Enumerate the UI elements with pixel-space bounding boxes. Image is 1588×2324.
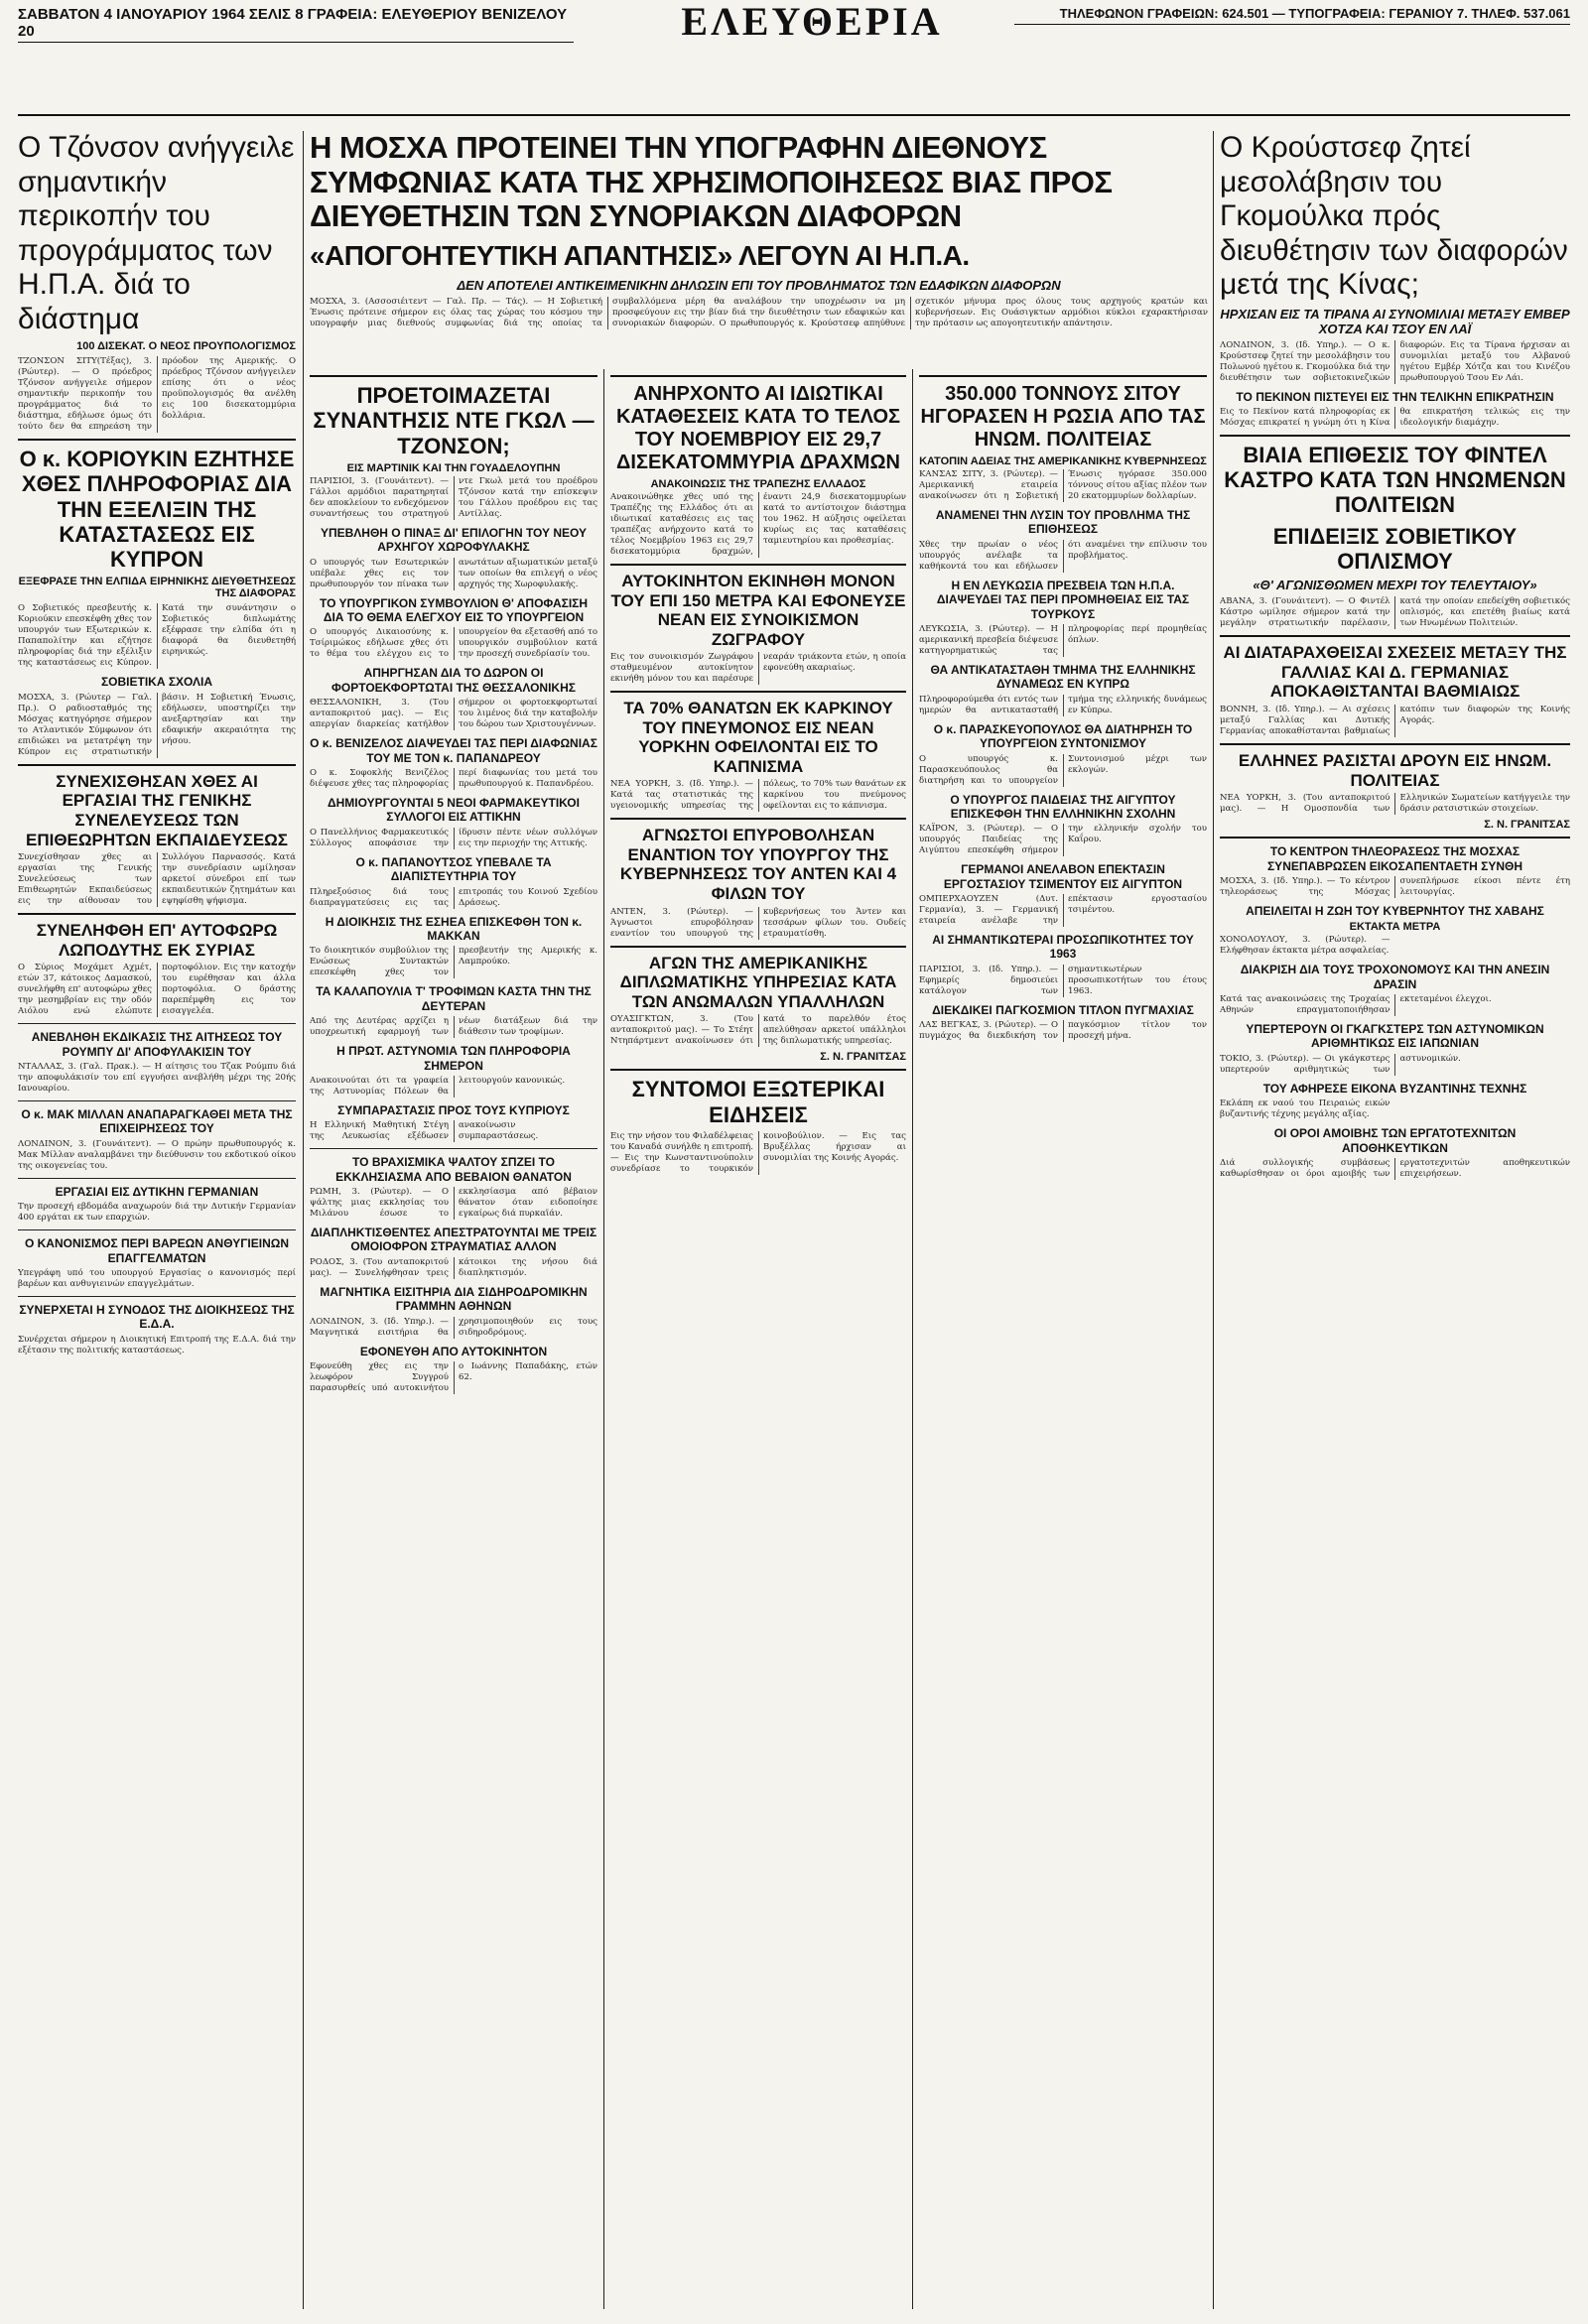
divider bbox=[18, 1023, 296, 1024]
divider bbox=[18, 764, 296, 766]
headline-france-germany: ΑΙ ΔΙΑΤΑΡΑΧΘΕΙΣΑΙ ΣΧΕΣΕΙΣ ΜΕΤΑΞΥ ΤΗΣ ΓΑΛΛΙΑΣ ΚΑΙ Δ. ΓΕΡΜΑΝΙΑΣ ΑΠΟΚΑΘΙΣΤΑΝΤΑΙ ΒΑΘΜΙΑΙΩΣ bbox=[1223, 643, 1567, 702]
divider bbox=[1220, 435, 1570, 437]
headline-rhodes: ΔΙΑΠΛΗΚΤΙΣΘΕΝΤΕΣ ΑΠΕΣΤΡΑΤΟΥΝΤΑΙ ΜΕ ΤΡΕΙΣ ΟΜΟΙΟΦΡΟΝ ΣΤΡΑΥΜΑΤΙΑΣ ΑΛΛΟΝ bbox=[310, 1226, 597, 1254]
article-expects-body: Χθες την πρωίαν ο νέος υπουργός ανέλαβε τα καθήκοντά του και εδήλωσεν ότι αναμένει την επίλυσιν του προβλήματος. bbox=[919, 539, 1207, 572]
deck-khrushchev: ΗΡΧΙΣΑΝ ΕΙΣ ΤΑ ΤΙΡΑΝΑ ΑΙ ΣΥΝΟΜΙΛΙΑΙ ΜΕΤΑΞΥ ΕΜΒΕΡ ΧΟΤΖΑ ΚΑΙ ΤΣΟΥ ΕΝ ΛΑΪ bbox=[1220, 306, 1570, 336]
columns bbox=[18, 131, 1570, 2309]
divider bbox=[1220, 743, 1570, 745]
article-aden-body: ΑΝΤΕΝ, 3. (Ρώυτερ). — Άγνωστοι επυροβόλησαν εναντίον του υπουργού της κυβερνήσεως του Άντεν και τεσσάρων φίλων του. Ουδείς ετραυματίσθη. bbox=[610, 906, 906, 939]
headline-diplomats: ΑΓΩΝ ΤΗΣ ΑΜΕΡΙΚΑΝΙΚΗΣ ΔΙΠΛΩΜΑΤΙΚΗΣ ΥΠΗΡΕΣΙΑΣ ΚΑΤΑ ΤΩΝ ΑΝΩΜΑΛΩΝ ΥΠΑΛΛΗΛΩΝ bbox=[619, 953, 897, 1011]
article-cabinet-body: Ο υπουργός Δικαιοσύνης κ. Τσίριμώκος εδήλωσε χθες ότι το θέμα του ελέγχου εις το υπουργείον θα εξετασθή από το υπουργικόν συμβούλιον κατά την προσεχή συνεδρίασίν του. bbox=[310, 627, 597, 660]
article-paraskevopoulos-body: Ο υπουργός κ. Παρασκευόπουλος θα διατηρήση και το υπουργείον Συντονισμού μέχρι των εκλογών. bbox=[919, 753, 1207, 786]
banner-moscow bbox=[310, 131, 1208, 359]
article-koriukin-body: Ο Σοβιετικός πρεσβευτής κ. Κοριούκιν επεσκέφθη χθες τον υπουργόν των Εξωτερικών κ. Παπαπολίτην και εζήτησε πληροφορίας διά την εξέλιξιν της καταστάσεως εις Κύπρον. Κατά την συνάντησιν ο Σοβιετικός διπλωμάτης εξέφρασε την ελπίδα ότι η διαφορά θα διευθετηθή ειρηνικώς. bbox=[18, 603, 296, 669]
headline-workers: ΕΡΓΑΣΙΑΙ ΕΙΣ ΔΥΤΙΚΗΝ ΓΕΡΜΑΝΙΑΝ bbox=[55, 1184, 259, 1199]
article-wheat-body: ΚΑΝΣΑΣ ΣΙΤΥ, 3. (Ρώυτερ). — Αμερικανική εταιρεία ανακοίνωσεν ότι η Σοβιετική Ένωσις ηγόρασε 350.000 τόννους σίτου αξίας πλέον των 20 εκατομμυρίων δολλαρίων. bbox=[919, 469, 1207, 501]
headline-venizelos: Ο κ. ΒΕΝΙΖΕΛΟΣ ΔΙΑΨΕΥΔΕΙ ΤΑΣ ΠΕΡΙ ΔΙΑΦΩΝΙΑΣ ΤΟΥ ΜΕ ΤΟΝ κ. ΠΑΠΑΝΔΡΕΟΥ bbox=[310, 736, 597, 765]
headline-killed: ΕΦΟΝΕΥΘΗ ΑΠΟ ΑΥΤΟΚΙΝΗΤΟΝ bbox=[359, 1344, 548, 1358]
article-personalities-body: ΠΑΡΙΣΙΟΙ, 3. (Ιδ. Υπηρ.). — Εφημερίς δημοσιεύει κατάλογον των σημαντικωτέρων προσωπικοτήτων του έτους 1963. bbox=[919, 964, 1207, 996]
article-regulation-body: Υπεγράφη υπό του υπουργού Εργασίας ο κανονισμός περί βαρέων και ανθυγιεινών επαγγελμάτων. bbox=[18, 1267, 296, 1289]
headline-police: Η ΠΡΩΤ. ΑΣΤΥΝΟΜΙΑ ΤΩΝ ΠΛΗΡΟΦΟΡΙΑ ΣΗΜΕΡΟΝ bbox=[336, 1044, 571, 1073]
headline-expects: ΑΝΑΜΕΝΕΙ ΤΗΝ ΛΥΣΙΝ ΤΟΥ ΠΡΟΒΛΗΜΑ ΤΗΣ ΕΠΙΘΗΣΕΩΣ bbox=[935, 508, 1191, 537]
column-3 bbox=[610, 369, 906, 2309]
divider bbox=[610, 818, 906, 820]
article-ruby-body: ΝΤΑΛΛΑΣ, 3. (Γαλ. Πρακ.). — Η αίτησις του Τζακ Ρούμπυ διά την αποφυλάκισίν του επί εγγυήσει ανεβλήθη μέχρι της 20ής Ιανουαρίου. bbox=[18, 1061, 296, 1094]
byline-hawaii: ΕΚΤΑΚΤΑ ΜΕΤΡΑ bbox=[1349, 921, 1441, 934]
deck-castro: «Θ' ΑΓΩΝΙΣΘΩΜΕΝ ΜΕΧΡΙ ΤΟΥ ΤΕΛΕΥΤΑΙΟΥ» bbox=[1253, 578, 1537, 593]
subhead-peking: ΤΟ ΠΕΚΙΝΟΝ ΠΙΣΤΕΥΕΙ ΕΙΣ ΤΗΝ ΤΕΛΙΚΗΝ ΕΠΙΚΡΑΤΗΣΙΝ bbox=[1236, 389, 1554, 404]
article-foreign-briefs-body: Εις την νήσον του Φιλαδέλφειας του Καναδά συνήλθε η επιτροπή. — Εις την Κωνσταντινούπολιν συνεδρίασε το τουρκικόν κοινοβούλιον. — Εις τας Βρυξέλλας ήρχισαν αι συνομιλίαι της Κοινής Αγοράς. bbox=[610, 1130, 906, 1174]
divider bbox=[610, 375, 906, 377]
headline-regulation: Ο ΚΑΝΟΝΙΣΜΟΣ ΠΕΡΙ ΒΑΡΕΩΝ ΑΝΘΥΓΙΕΙΝΩΝ ΕΠΑΓΓΕΛΜΑΤΩΝ bbox=[24, 1236, 290, 1265]
divider bbox=[18, 1178, 296, 1179]
headline-embassy: Η ΕΝ ΛΕΥΚΩΣΙΑ ΠΡΕΣΒΕΙΑ ΤΩΝ Η.Π.Α. ΔΙΑΨΕΥΔΕΙ ΤΑΣ ΠΕΡΙ ΠΡΟΜΗΘΕΙΑΣ ΕΙΣ ΤΑΣ ΤΟΥΡΚΟΥΣ bbox=[936, 578, 1190, 621]
article-japan-body: ΤΟΚΙΟ, 3. (Ρώυτερ). — Οι γκάγκστερς υπερτερούν αριθμητικώς των αστυνομικών. bbox=[1220, 1053, 1461, 1075]
article-soviet-body: ΜΟΣΧΑ, 3. (Ρώυτερ — Γαλ. Πρ.). Ο ραδιοσταθμός της Μόσχας κατηγόρησε σήμερον το Ατλαντικόν Σύμφωνον ότι επιδιώκει να μετατρέψη την Κύπρον εις στρατιωτικήν βάσιν. Η Σοβιετική Ένωσις, εδήλωσεν, υποστηρίζει την ανεξαρτησίαν και την εδαφικήν ακεραιότητα της νήσου. bbox=[18, 692, 296, 757]
column-rule bbox=[603, 369, 604, 2309]
headline-racists: ΕΛΛΗΝΕΣ ΡΑΣΙΣΤΑΙ ΔΡΟΥΝ ΕΙΣ ΗΝΩΜ. ΠΟΛΙΤΕΙΑΣ bbox=[1238, 751, 1552, 790]
headline-tickets: ΜΑΓΝΗΤΙΚΑ ΕΙΣΙΤΗΡΙΑ ΔΙΑ ΣΙΔΗΡΟΔΡΟΜΙΚΗΝ ΓΡΑΜΜΗΝ ΑΘΗΝΩΝ bbox=[320, 1284, 588, 1314]
headline-moscow: Η ΜΟΣΧΑ ΠΡΟΤΕΙΝΕΙ ΤΗΝ ΥΠΟΓΡΑΦΗΝ ΔΙΕΘΝΟΥΣ ΣΥΜΦΩΝΙΑΣ ΚΑΤΑ ΤΗΣ ΧΡΗΣΙΜΟΠΟΙΗΣΕΩΣ ΒΙΑΣ ΠΡΟΣ ΔΙΕΥΘΕΤΗΣΙΝ ΤΩΝ ΣΥΝΟΡΙΑΚΩΝ ΔΙΑΦΟΡΩΝ bbox=[310, 131, 1113, 234]
headline-paraskevopoulos: Ο κ. ΠΑΡΑΣΚΕΥΟΠΟΥΛΟΣ ΘΑ ΔΙΑΤΗΡΗΣΗ ΤΟ ΥΠΟΥΡΓΕΙΟΝ ΣΥΝΤΟΝΙΣΜΟΥ bbox=[933, 721, 1193, 751]
headline-dockers: ΑΠΗΡΓΗΣΑΝ ΔΙΑ ΤΟ ΔΩΡΟΝ ΟΙ ΦΟΡΤΟΕΚΦΟΡΤΩΤΑΙ ΤΗΣ ΘΕΣΣΑΛΟΝΙΚΗΣ bbox=[331, 666, 576, 695]
headline-pickpocket: ΣΥΝΕΛΗΦΘΗ ΕΠ' ΑΥΤΟΦΩΡΩ ΛΩΠΟΔΥΤΗΣ ΕΚ ΣΥΡΙΑΣ bbox=[36, 921, 278, 960]
byline-granitsas: Σ. Ν. ΓΡΑΝΙΤΣΑΣ bbox=[820, 1051, 906, 1064]
nameplate: ΕΛΕΥΘΕΡΙΑ bbox=[681, 0, 943, 44]
article-cantor-body: ΡΩΜΗ, 3. (Ρώυτερ). — Ο ψάλτης μιας εκκλησίας του Μιλάνου έσωσε το εκκλησίασμα από βέβαιον θάνατον όταν ειδοποίησε εγκαίρως διά πυρκαϊάν. bbox=[310, 1187, 597, 1220]
byline-granitsas-2: Σ. Ν. ΓΡΑΝΙΤΣΑΣ bbox=[1484, 819, 1570, 832]
article-papanoutsos-body: Πληρεξούσιος διά τους διαπραγματεύσεις εις τας επιτροπάς του Κοινού Σχεδίου Δράσεως. bbox=[310, 886, 597, 908]
column-4 bbox=[919, 369, 1207, 2309]
column-5 bbox=[1220, 131, 1570, 2309]
phone-line: ΤΗΛΕΦΩΝΟΝ ΓΡΑΦΕΙΩΝ: 624.501 — ΤΥΠΟΓΡΑΦΕΙΑ: ΓΕΡΑΝΙΟΥ 7. ΤΗΛΕΦ. 537.061 bbox=[1014, 6, 1570, 25]
headline-replacement: ΘΑ ΑΝΤΙΚΑΤΑΣΤΑΘΗ ΤΜΗΜΑ ΤΗΣ ΕΛΛΗΝΙΚΗΣ ΔΥΝΑΜΕΩΣ ΕΝ ΚΥΠΡΩ bbox=[930, 662, 1196, 692]
headline-cabinet: ΤΟ ΥΠΟΥΡΓΙΚΟΝ ΣΥΜΒΟΥΛΙΟΝ Θ' ΑΠΟΦΑΣΙΣΗ ΔΙΑ ΤΟ ΘΕΜΑ ΕΛΕΓΧΟΥ ΕΙΣ ΤΟ ΥΠΟΥΡΓΕΙΟΝ bbox=[319, 595, 589, 625]
headline-egypt-minister: Ο ΥΠΟΥΡΓΟΣ ΠΑΙΔΕΙΑΣ ΤΗΣ ΑΙΓΥΠΤΟΥ ΕΠΙΣΚΕΦΘΗ ΤΗΝ ΕΛΛΗΝΙΚΗΝ ΣΧΟΛΗΝ bbox=[950, 792, 1176, 821]
article-hawaii-body: ΧΟΝΟΛΟΥΛΟΥ, 3. (Ρώυτερ). — Ελήφθησαν έκτακτα μέτρα ασφαλείας. bbox=[1220, 935, 1390, 957]
divider bbox=[18, 439, 296, 441]
byline-deposits: ΑΝΑΚΟΙΝΩΣΙΣ ΤΗΣ ΤΡΑΠΕΖΗΣ ΕΛΛΑΔΟΣ bbox=[650, 478, 866, 490]
article-food-body: Από της Δευτέρας αρχίζει η υποχρεωτική εφαρμογή των νέων διατάξεων διά την διάθεσιν των τροφίμων. bbox=[310, 1016, 597, 1038]
headline-eda: ΣΥΝΕΡΧΕΤΑΙ Η ΣΥΝΟΔΟΣ ΤΗΣ ΔΙΟΙΚΗΣΕΩΣ ΤΗΣ Ε.Δ.Α. bbox=[19, 1302, 295, 1332]
article-pharma-body: Ο Πανελλήνιος Φαρμακευτικός Σύλλογος αποφάσισε την ίδρυσιν πέντε νέων συλλόγων εις την περιοχήν της Αττικής. bbox=[310, 827, 597, 848]
article-moscow-body: ΜΟΣΧΑ, 3. (Ασσοσιέιτεντ — Γαλ. Πρ. — Τάς). — Η Σοβιετική Ένωσις πρότεινε σήμερον εις όλας τας χώρας του κόσμου την υπογραφήν μιας διεθνούς συμφωνίας διά της οποίας τα συμβαλλόμενα μέρη θα αναλάβουν την υποχρέωσιν να μη προσφεύγουν εις την βίαν διά την διευθέτησιν των εδαφικών και συνοριακών διαφορών. Ο πρωθυπουργός κ. Κρούστσεφ απηύθυνε σχετικόν μήνυμα προς όλους τους αρχηγούς κρατών και κυβερνήσεων. Εις Ουάσιγκτων αρμόδιοι κύκλοι εχαρακτήρισαν την πρότασιν ως απογοητευτικήν απάντησιν. bbox=[310, 296, 1208, 328]
article-diplomats-body: ΟΥΑΣΙΓΚΤΩΝ, 3. (Του ανταποκριτού μας). — Το Στέητ Ντηπάρτμεντ ανακοίνωσεν ότι κατά το παρελθόν έτος απελύθησαν αρκετοί υπάλληλοι της διπλωματικής υπηρεσίας. bbox=[610, 1014, 906, 1047]
article-khrushchev-body: ΛΟΝΔΙΝΟΝ, 3. (Ιδ. Υπηρ.). — Ο κ. Κρούστσεφ ζητεί την μεσολάβησιν του Πολωνού ηγέτου κ. Γκομούλκα διά την διευθέτησιν των σοβιετοκινεζικών διαφορών. Εις τα Τίρανα ήρχισαν αι συνομιλίαι μεταξύ του Αλβανού ηγέτου Εμβέρ Χότζα και του Κινέζου πρωθυπουργού Τσου Εν Λάι. bbox=[1220, 339, 1570, 383]
headline-moscow-2: «ΑΠΟΓΟΗΤΕΥΤΙΚΗ ΑΠΑΝΤΗΣΙΣ» ΛΕΓΟΥΝ ΑΙ Η.Π.Α. bbox=[310, 240, 970, 272]
headline-degaulle: ΠΡΟΕΤΟΙΜΑΖΕΤΑΙ ΣΥΝΑΝΤΗΣΙΣ ΝΤΕ ΓΚΩΛ — ΤΖΟΝΣΟΝ; bbox=[313, 383, 595, 458]
article-boxing-body: ΛΑΣ ΒΕΓΚΑΣ, 3. (Ρώυτερ). — Ο πυγμάχος θα διεκδικήση τον παγκόσμιον τίτλον τον προσεχή μήνα. bbox=[919, 1020, 1207, 1042]
article-cement-body: ΟΜΠΕΡΧΑΟΥΖΕΝ (Δυτ. Γερμανία), 3. — Γερμανική εταιρεία ανέλαβε την επέκτασιν εργοστασίου τσιμέντου. bbox=[919, 894, 1207, 927]
article-peking-body: Εις το Πεκίνον κατά πληροφορίας εκ Μόσχας επικρατεί η γνώμη ότι η Κίνα θα επικρατήση τελικώς εις την ιδεολογικήν διαμάχην. bbox=[1220, 406, 1570, 428]
article-eda-body: Συνέρχεται σήμερον η Διοικητική Επιτροπή της Ε.Δ.Α. διά την εξέτασιν της πολιτικής καταστάσεως. bbox=[18, 1334, 296, 1356]
article-tv-moscow-body: ΜΟΣΧΑ, 3. (Ιδ. Υπηρ.). — Το κέντρον τηλεοράσεως της Μόσχας συνεπλήρωσε είκοσι πέντε έτη λειτουργίας. bbox=[1220, 875, 1570, 897]
headline-tv-moscow: ΤΟ ΚΕΝΤΡΟΝ ΤΗΛΕΟΡΑΣΕΩΣ ΤΗΣ ΜΟΣΧΑΣ ΣΥΝΕΠΑΒΡΩΣΕΝ ΕΙΚΟΣΑΠΕΝΤΑΕΤΗ ΣΥΝΘΗ bbox=[1266, 844, 1522, 873]
article-workers-body: Την προσεχή εβδομάδα αναχωρούν διά την Δυτικήν Γερμανίαν 400 εργάται εκ των επαρχιών. bbox=[18, 1202, 296, 1224]
article-gendarmerie-body: Ο υπουργός των Εσωτερικών υπέβαλε χθες εις τον πρωθυπουργόν τον πίνακα των ανωτάτων αξιωματικών μεταξύ των οποίων θα επιλεγή ο νέος αρχηγός της Χωροφυλακής. bbox=[310, 557, 597, 589]
article-johnson-body: ΤΖΟΝΣΟΝ ΣΙΤΥ(Τέξας), 3. (Ρώυτερ). — Ο πρόεδρος Τζόνσον ανήγγειλε σήμερον σημαντικήν περικοπήν του προγράμματος διά το διάστημα, εδήλωσε όμως ότι τούτο δεν θα επηρεάση την πρόοδον της Αμερικής. Ο πρόεδρος Τζόνσον ανήγγειλεν επίσης ότι ο νέος προϋπολογισμός θα ανέλθη εις 100 δισεκατομμύρια δολλάρια. bbox=[18, 356, 296, 432]
article-degaulle-body: ΠΑΡΙΣΙΟΙ, 3. (Γουνάιτεντ). — Γάλλοι αρμόδιοι παρατηρηταί δεν αποκλείουν το ενδεχόμενον συναντήσεως του στρατηγού ντε Γκωλ μετά του προέδρου Τζόνσον κατά την επίσκεψιν του Γάλλου προέδρου εις τας Αντίλλας. bbox=[310, 475, 597, 519]
article-deposits-body: Ανακοινώθηκε χθες υπό της Τραπέζης της Ελλάδος ότι αι ιδιωτικαί καταθέσεις εις τας τραπέζας ανήρχοντο κατά το τέλος Νοεμβρίου 1963 εις 29,7 δισεκατομμύρια δραχμών, έναντι 24,9 δισεκατομμυρίων κατά το αντίστοιχον διάστημα του 1962. Η αύξησις οφείλεται κυρίως εις τας καταθέσεις ταμιευτηρίου και προθεσμίας. bbox=[610, 492, 906, 557]
kicker-koriukin: ΕΞΕΦΡΑΣΕ ΤΗΝ ΕΛΠΙΔΑ ΕΙΡΗΝΙΚΗΣ ΔΙΕΥΘΕΤΗΣΕΩΣ ΤΗΣ ΔΙΑΦΟΡΑΣ bbox=[18, 576, 296, 600]
divider bbox=[310, 1148, 597, 1149]
article-killed-body: Εφονεύθη χθες εις την λεωφόρον Συγγρού παρασυρθείς υπό αυτοκινήτου ο Ιωάννης Παπαδάκης, ετών 62. bbox=[310, 1361, 597, 1394]
headline-cyprus-support: ΣΥΜΠΑΡΑΣΤΑΣΙΣ ΠΡΟΣ ΤΟΥΣ ΚΥΠΡΙΟΥΣ bbox=[337, 1102, 570, 1117]
headline-traffic: ΔΙΑΚΡΙΣΗ ΔΙΑ ΤΟΥΣ ΤΡΟΧΟΝΟΜΟΥΣ ΚΑΙ ΤΗΝ ΑΝΕΣΙΝ ΔΡΑΣΙΝ bbox=[1240, 963, 1550, 991]
article-venizelos-body: Ο κ. Σοφοκλής Βενιζέλος διέψευσε χθες τας πληροφορίας περί διαφωνίας του μετά του πρωθυπουργού κ. Παπανδρέου. bbox=[310, 768, 597, 790]
divider bbox=[1220, 837, 1570, 839]
headline-wheat: 350.000 ΤΟΝΝΟΥΣ ΣΙΤΟΥ ΗΓΟΡΑΣΕΝ Η ΡΩΣΙΑ ΑΠΟ ΤΑΣ ΗΝΩΜ. ΠΟΛΙΤΕΙΑΣ bbox=[920, 383, 1206, 451]
byline-wheat: ΚΑΤΟΠΙΝ ΑΔΕΙΑΣ ΤΗΣ ΑΜΕΡΙΚΑΝΙΚΗΣ ΚΥΒΕΡΝΗΣΕΩΣ bbox=[919, 455, 1207, 467]
headline-personalities: ΑΙ ΣΗΜΑΝΤΙΚΩΤΕΡΑΙ ΠΡΟΣΩΠΙΚΟΤΗΤΕΣ ΤΟΥ 1963 bbox=[932, 933, 1194, 962]
headline-johnson: Ο Τζόνσον ανήγγειλε σημαντικήν περικοπήν του προγράμματος των Η.Π.Α. διά το διάστημα bbox=[18, 131, 295, 335]
article-police-body: Ανακοινούται ότι τα γραφεία της Αστυνομίας Πόλεων θα λειτουργούν κανονικώς. bbox=[310, 1075, 566, 1097]
kicker-budget: 100 ΔΙΣΕΚΑΤ. Ο ΝΕΟΣ ΠΡΟΥΠΟΛΟΓΙΣΜΟΣ bbox=[76, 340, 296, 352]
headline-koriukin: Ο κ. ΚΟΡΙΟΥΚΙΝ ΕΖΗΤΗΣΕ ΧΘΕΣ ΠΛΗΡΟΦΟΡΙΑΣ ΔΙΑ ΤΗΝ ΕΞΕΛΙΞΙΝ ΤΗΣ ΚΑΤΑΣΤΑΣΕΩΣ ΕΙΣ ΚΥΠΡΟΝ bbox=[19, 447, 295, 573]
article-replacement-body: Πληροφορούμεθα ότι εντός των ημερών θα αντικατασταθή τμήμα της ελληνικής δυνάμεως εν Κύπρω. bbox=[919, 694, 1207, 715]
article-cancer-body: ΝΕΑ ΥΟΡΚΗ, 3. (Ιδ. Υπηρ.). — Κατά τας στατιστικάς της υγειονομικής υπηρεσίας της πόλεως, το 70% των θανάτων εκ καρκίνου του πνεύμονος οφείλονται εις το κάπνισμα. bbox=[610, 779, 906, 812]
article-rhodes-body: ΡΟΔΟΣ, 3. (Του ανταποκριτού μας). — Συνελήφθησαν τρεις κάτοικοι της νήσου διά διαπληκτισμόν. bbox=[310, 1256, 597, 1278]
divider bbox=[610, 564, 906, 566]
column-2 bbox=[310, 369, 597, 2309]
divider bbox=[1220, 635, 1570, 637]
divider bbox=[310, 375, 597, 377]
article-cyprus-support-body: Η Ελληνική Μαθητική Στέγη της Λευκωσίας εξέδωσεν ανακοίνωσιν συμπαραστάσεως. bbox=[310, 1120, 539, 1142]
column-rule bbox=[1213, 131, 1214, 2309]
article-racists-body: ΝΕΑ ΥΟΡΚΗ, 3. (Του ανταποκριτού μας). — Η Ομοσπονδία των Ελληνικών Σωματείων κατήγγειλε την δράσιν ρατσιστικών στοιχείων. bbox=[1220, 793, 1570, 815]
article-icon-theft-body: Εκλάπη εκ ναού του Πειραιώς εικών βυζαντινής τέχνης μεγάλης αξίας. bbox=[1220, 1098, 1390, 1120]
date-line: ΣΑΒΒΑΤΟΝ 4 ΙΑΝΟΥΑΡΙΟΥ 1964 ΣΕΛΙΣ 8 ΓΡΑΦΕΙΑ: ΕΛΕΥΘΕΡΙΟΥ ΒΕΝΙΖΕΛΟΥ 20 bbox=[18, 6, 574, 43]
article-castro-body: ΑΒΑΝΑ, 3. (Γουνάιτεντ). — Ο Φιντέλ Κάστρο ωμίλησε σήμερον κατά την μεγάλην στρατιωτικήν παρέλασιν, κατά την οποίαν επεδείχθη σοβιετικός οπλισμός, και επετέθη βιαίως κατά των Ηνωμένων Πολιτειών. bbox=[1220, 596, 1570, 629]
headline-khrushchev: Ο Κρούστσεφ ζητεί μεσολάβησιν του Γκομούλκα πρός διευθέτησιν των διαφορών μετά της Κίνας; bbox=[1220, 131, 1568, 301]
headline-car: ΑΥΤΟΚΙΝΗΤΟΝ ΕΚΙΝΗΘΗ ΜΟΝΟΝ ΤΟΥ ΕΠΙ 150 ΜΕΤΡΑ ΚΑΙ ΕΦΟΝΕΥΣΕ ΝΕΑΝ ΕΙΣ ΣΥΝΟΙΚΙΣΜΟΝ ΖΩΓΡΑΦΟΥ bbox=[610, 572, 906, 649]
headline-foreign-briefs: ΣΥΝΤΟΜΟΙ ΕΞΩΤΕΡΙΚΑΙ ΕΙΔΗΣΕΙΣ bbox=[631, 1077, 885, 1127]
headline-pharma: ΔΗΜΙΟΥΡΓΟΥΝΤΑΙ 5 ΝΕΟΙ ΦΑΡΜΑΚΕΥΤΙΚΟΙ ΣΥΛΛΟΓΟΙ ΕΙΣ ΑΤΤΙΚΗΝ bbox=[328, 796, 580, 825]
article-embassy-body: ΛΕΥΚΩΣΙΑ, 3. (Ρώυτερ). — Η αμερικανική πρεσβεία διέψευσε κατηγορηματικώς τας πληροφορίας περί προμηθείας όπλων. bbox=[919, 623, 1207, 656]
headline-cancer: ΤΑ 70% ΘΑΝΑΤΩΝ ΕΚ ΚΑΡΚΙΝΟΥ ΤΟΥ ΠΝΕΥΜΟΝΟΣ ΕΙΣ ΝΕΑΝ ΥΟΡΚΗΝ ΟΦΕΙΛΟΝΤΑΙ ΕΙΣ ΤΟ ΚΑΠΝΙΣΜΑ bbox=[623, 699, 893, 776]
divider bbox=[18, 1100, 296, 1101]
headline-papanoutsos: Ο κ. ΠΑΠΑΝΟΥΤΣΟΣ ΥΠΕΒΑΛΕ ΤΑ ΔΙΑΠΙΣΤΕΥΤΗΡΙΑ ΤΟΥ bbox=[355, 854, 552, 884]
column-1 bbox=[18, 131, 296, 2309]
headline-wages: ΟΙ ΟΡΟΙ ΑΜΟΙΒΗΣ ΤΩΝ ΕΡΓΑΤΟΤΕΧΝΙΤΩΝ ΑΠΟΘΗΚΕΥΤΙΚΩΝ bbox=[1273, 1126, 1517, 1155]
headline-macmillan: Ο κ. ΜΑΚ ΜΙΛΛΑΝ ΑΝΑΠΑΡΑΓΚΑΘΕΙ ΜΕΤΑ ΤΗΣ ΕΠΙΧΕΙΡΗΣΕΩΣ ΤΟΥ bbox=[21, 1106, 293, 1136]
headline-aden: ΑΓΝΩΣΤΟΙ ΕΠΥΡΟΒΟΛΗΣΑΝ ΕΝΑΝΤΙΟΝ ΤΟΥ ΥΠΟΥΡΓΟΥ ΤΗΣ ΚΥΒΕΡΝΗΣΕΩΣ ΤΟΥ ΑΝΤΕΝ ΚΑΙ 4 ΦΙΛΩΝ ΤΟΥ bbox=[619, 826, 897, 904]
article-inspectors-body: Συνεχίσθησαν χθες αι εργασίαι της Γενικής Συνελεύσεως των Επιθεωρητών Εκπαιδεύσεως εις την αίθουσαν του Συλλόγου Παρνασσός. Κατά την συνεδρίασιν ωμίλησαν αρκετοί σύνεδροι επί των εκπαιδευτικών ζητημάτων και εψηφίσθη ψήφισμα. bbox=[18, 852, 296, 907]
divider bbox=[18, 1296, 296, 1297]
headline-icon-theft: ΤΟΥ ΑΦΗΡΕΣΕ ΕΙΚΟΝΑ ΒΥΖΑΝΤΙΝΗΣ ΤΕΧΝΗΣ bbox=[1262, 1081, 1527, 1096]
divider bbox=[919, 375, 1207, 377]
masthead bbox=[18, 0, 1570, 116]
deck-moscow: ΔΕΝ ΑΠΟΤΕΛΕΙ ΑΝΤΙΚΕΙΜΕΝΙΚΗΝ ΔΗΛΩΣΙΝ ΕΠΙ ΤΟΥ ΠΡΟΒΛΗΜΑΤΟΣ ΤΩΝ ΕΔΑΦΙΚΩΝ ΔΙΑΦΟΡΩΝ bbox=[457, 277, 1061, 293]
headline-castro-2: ΕΠΙΔΕΙΞΙΣ ΣΟΒΙΕΤΙΚΟΥ ΟΠΛΙΣΜΟΥ bbox=[1272, 523, 1518, 575]
divider bbox=[610, 1069, 906, 1071]
headline-gendarmerie: ΥΠΕΒΛΗΘΗ Ο ΠΙΝΑΞ ΔΙ' ΕΠΙΛΟΓΗΝ ΤΟΥ ΝΕΟΥ ΑΡΧΗΓΟΥ ΧΩΡΟΦΥΛΑΚΗΣ bbox=[320, 525, 588, 555]
article-wages-body: Διά συλλογικής συμβάσεως καθωρίσθησαν οι όροι αμοιβής των εργατοτεχνιτών αποθηκευτικών επιχειρήσεων. bbox=[1220, 1158, 1570, 1180]
article-car-body: Εις τον συνοικισμόν Ζωγράφου σταθμευμένον αυτοκίνητον εκινήθη μόνον του και παρέσυρε νεαράν τριάκοντα ετών, η οποία εφονεύθη ακαριαίως. bbox=[610, 652, 906, 685]
article-france-germany-body: ΒΟΝΝΗ, 3. (Ιδ. Υπηρ.). — Αι σχέσεις μεταξύ Γαλλίας και Δυτικής Γερμανίας αποκαθίστανται βαθμιαίως κατόπιν των διαφορών της Κοινής Αγοράς. bbox=[1220, 705, 1570, 737]
article-egypt-minister-body: ΚΑΪΡΟΝ, 3. (Ρώυτερ). — Ο υπουργός Παιδείας της Αιγύπτου επεσκέφθη σήμερον την ελληνικήν σχολήν του Καΐρου. bbox=[919, 824, 1207, 856]
article-macmillan-body: ΛΟΝΔΙΝΟΝ, 3. (Γουνάιτεντ). — Ο πρώην πρωθυπουργός κ. Μακ Μίλλαν αναλαμβάνει την διεύθυνσιν του εκδοτικού οίκου της οικογενείας του. bbox=[18, 1138, 296, 1171]
article-traffic-body: Κατά τας ανακοινώσεις της Τροχαίας Αθηνών επραγματοποιήθησαν εκτεταμένοι έλεγχοι. bbox=[1220, 994, 1492, 1016]
headline-cantor: ΤΟ ΒΡΑΧΙΣΜΙΚΑ ΨΑΛΤΟΥ ΣΠΖΕΙ ΤΟ ΕΚΚΛΗΣΙΑΣΜΑ ΑΠΟ ΒΕΒΑΙΟΝ ΘΑΝΑΤΟΝ bbox=[335, 1155, 572, 1184]
column-rule bbox=[303, 131, 304, 2309]
divider bbox=[610, 691, 906, 693]
headline-deposits: ΑΝΗΡΧΟΝΤΟ ΑΙ ΙΔΙΩΤΙΚΑΙ ΚΑΤΑΘΕΣΕΙΣ ΚΑΤΑ ΤΟ ΤΕΛΟΣ ΤΟΥ ΝΟΕΜΒΡΙΟΥ ΕΙΣ 29,7 ΔΙΣΕΚΑΤΟΜΜΥΡΙΑ ΔΡΑΧΜΩΝ bbox=[615, 383, 901, 473]
byline-degaulle: ΕΙΣ ΜΑΡΤΙΝΙΚ ΚΑΙ ΤΗΝ ΓΟΥΑΔΕΛΟΥΠΗΝ bbox=[346, 461, 561, 474]
article-esiea-body: Το διοικητικόν συμβούλιον της Ενώσεως Συντακτών επεσκέφθη χθες τον πρεσβευτήν της Αμερικής κ. Λαμπρούκο. bbox=[310, 946, 597, 978]
headline-food: ΤΑ ΚΑΛΑΠΟΥΛΙΑ Τ' ΤΡΟΦΙΜΩΝ ΚΑΣΤΑ ΤΗΝ ΤΗΣ ΔΕΥΤΕΡΑΝ bbox=[316, 984, 592, 1013]
headline-castro: ΒΙΑΙΑ ΕΠΙΘΕΣΙΣ ΤΟΥ ΦΙΝΤΕΛ ΚΑΣΤΡΟ ΚΑΤΑ ΤΩΝ ΗΝΩΜΕΝΩΝ ΠΟΛΙΤΕΙΩΝ bbox=[1224, 442, 1566, 518]
headline-boxing: ΔΙΕΚΔΙΚΕΙ ΠΑΓΚΟΣΜΙΟΝ ΤΙΤΛΟΝ ΠΥΓΜΑΧΙΑΣ bbox=[932, 1002, 1194, 1017]
headline-esiea: Η ΔΙΟΙΚΗΣΙΣ ΤΗΣ ΕΣΗΕΑ ΕΠΙΣΚΕΦΘΗ ΤΟΝ κ. ΜΑΚΚΑΝ bbox=[325, 914, 583, 943]
article-dockers-body: ΘΕΣΣΑΛΟΝΙΚΗ, 3. (Του ανταποκριτού μας). — Εις απεργίαν διαρκείας κατήλθον σήμερον οι φορτοεκφορτωταί του λιμένος διά την καταβολήν του δώρου των Χριστουγέννων. bbox=[310, 698, 597, 730]
headline-inspectors: ΣΥΝΕΧΙΣΘΗΣΑΝ ΧΘΕΣ ΑΙ ΕΡΓΑΣΙΑΙ ΤΗΣ ΓΕΝΙΚΗΣ ΣΥΝΕΛΕΥΣΕΩΣ ΤΩΝ ΕΠΙΘΕΩΡΗΤΩΝ ΕΚΠΑΙΔΕΥΣΕΩΣ bbox=[25, 771, 288, 849]
headline-ruby: ΑΝΕΒΛΗΘΗ ΕΚΔΙΚΑΣΙΣ ΤΗΣ ΑΙΤΗΣΕΩΣ ΤΟΥ ΡΟΥΜΠΥ ΔΙ' ΑΠΟΦΥΛΑΚΙΣΙΝ ΤΟΥ bbox=[31, 1030, 283, 1059]
article-tickets-body: ΛΟΝΔΙΝΟΝ, 3. (Ιδ. Υπηρ.). — Μαγνητικά εισιτήρια θα χρησιμοποιηθούν εις τους σιδηροδρόμους. bbox=[310, 1316, 597, 1338]
headline-cement: ΓΕΡΜΑΝΟΙ ΑΝΕΛΑΒΟΝ ΕΠΕΚΤΑΣΙΝ ΕΡΓΟΣΤΑΣΙΟΥ ΤΣΙΜΕΝΤΟΥ ΕΙΣ ΑΙΓΥΠΤΟΝ bbox=[943, 862, 1183, 891]
subhead-soviet: ΣΟΒΙΕΤΙΚΑ ΣΧΟΛΙΑ bbox=[100, 675, 213, 690]
headline-japan: ΥΠΕΡΤΕΡΟΥΝ ΟΙ ΓΚΑΓΚΣΤΕΡΣ ΤΩΝ ΑΣΤΥΝΟΜΙΚΩΝ ΑΡΙΘΜΗΤΙΚΩΣ ΕΙΣ ΙΑΠΩΝΙΑΝ bbox=[1246, 1022, 1544, 1051]
divider bbox=[18, 913, 296, 915]
column-rule bbox=[912, 369, 913, 2309]
divider bbox=[610, 946, 906, 948]
article-pickpocket-body: Ο Σύριος Μοχάμετ Αχμέτ, ετών 37, κάτοικος Δαμασκού, συνελήφθη επ' αυτοφώρω χθες την μεσημβρίαν εις την οδόν Αιόλου ενώ ελώπυτε πορτοφόλιον. Εις την κατοχήν του ευρέθησαν και άλλα πορτοφόλια. Ο δράστης παρεπέμφθη εις τον εισαγγελέα. bbox=[18, 963, 296, 1017]
headline-hawaii: ΑΠΕΙΛΕΙΤΑΙ Η ΖΩΗ ΤΟΥ ΚΥΒΕΡΝΗΤΟΥ ΤΗΣ ΧΑΒΑΗΣ bbox=[1246, 903, 1544, 918]
divider bbox=[18, 1229, 296, 1230]
